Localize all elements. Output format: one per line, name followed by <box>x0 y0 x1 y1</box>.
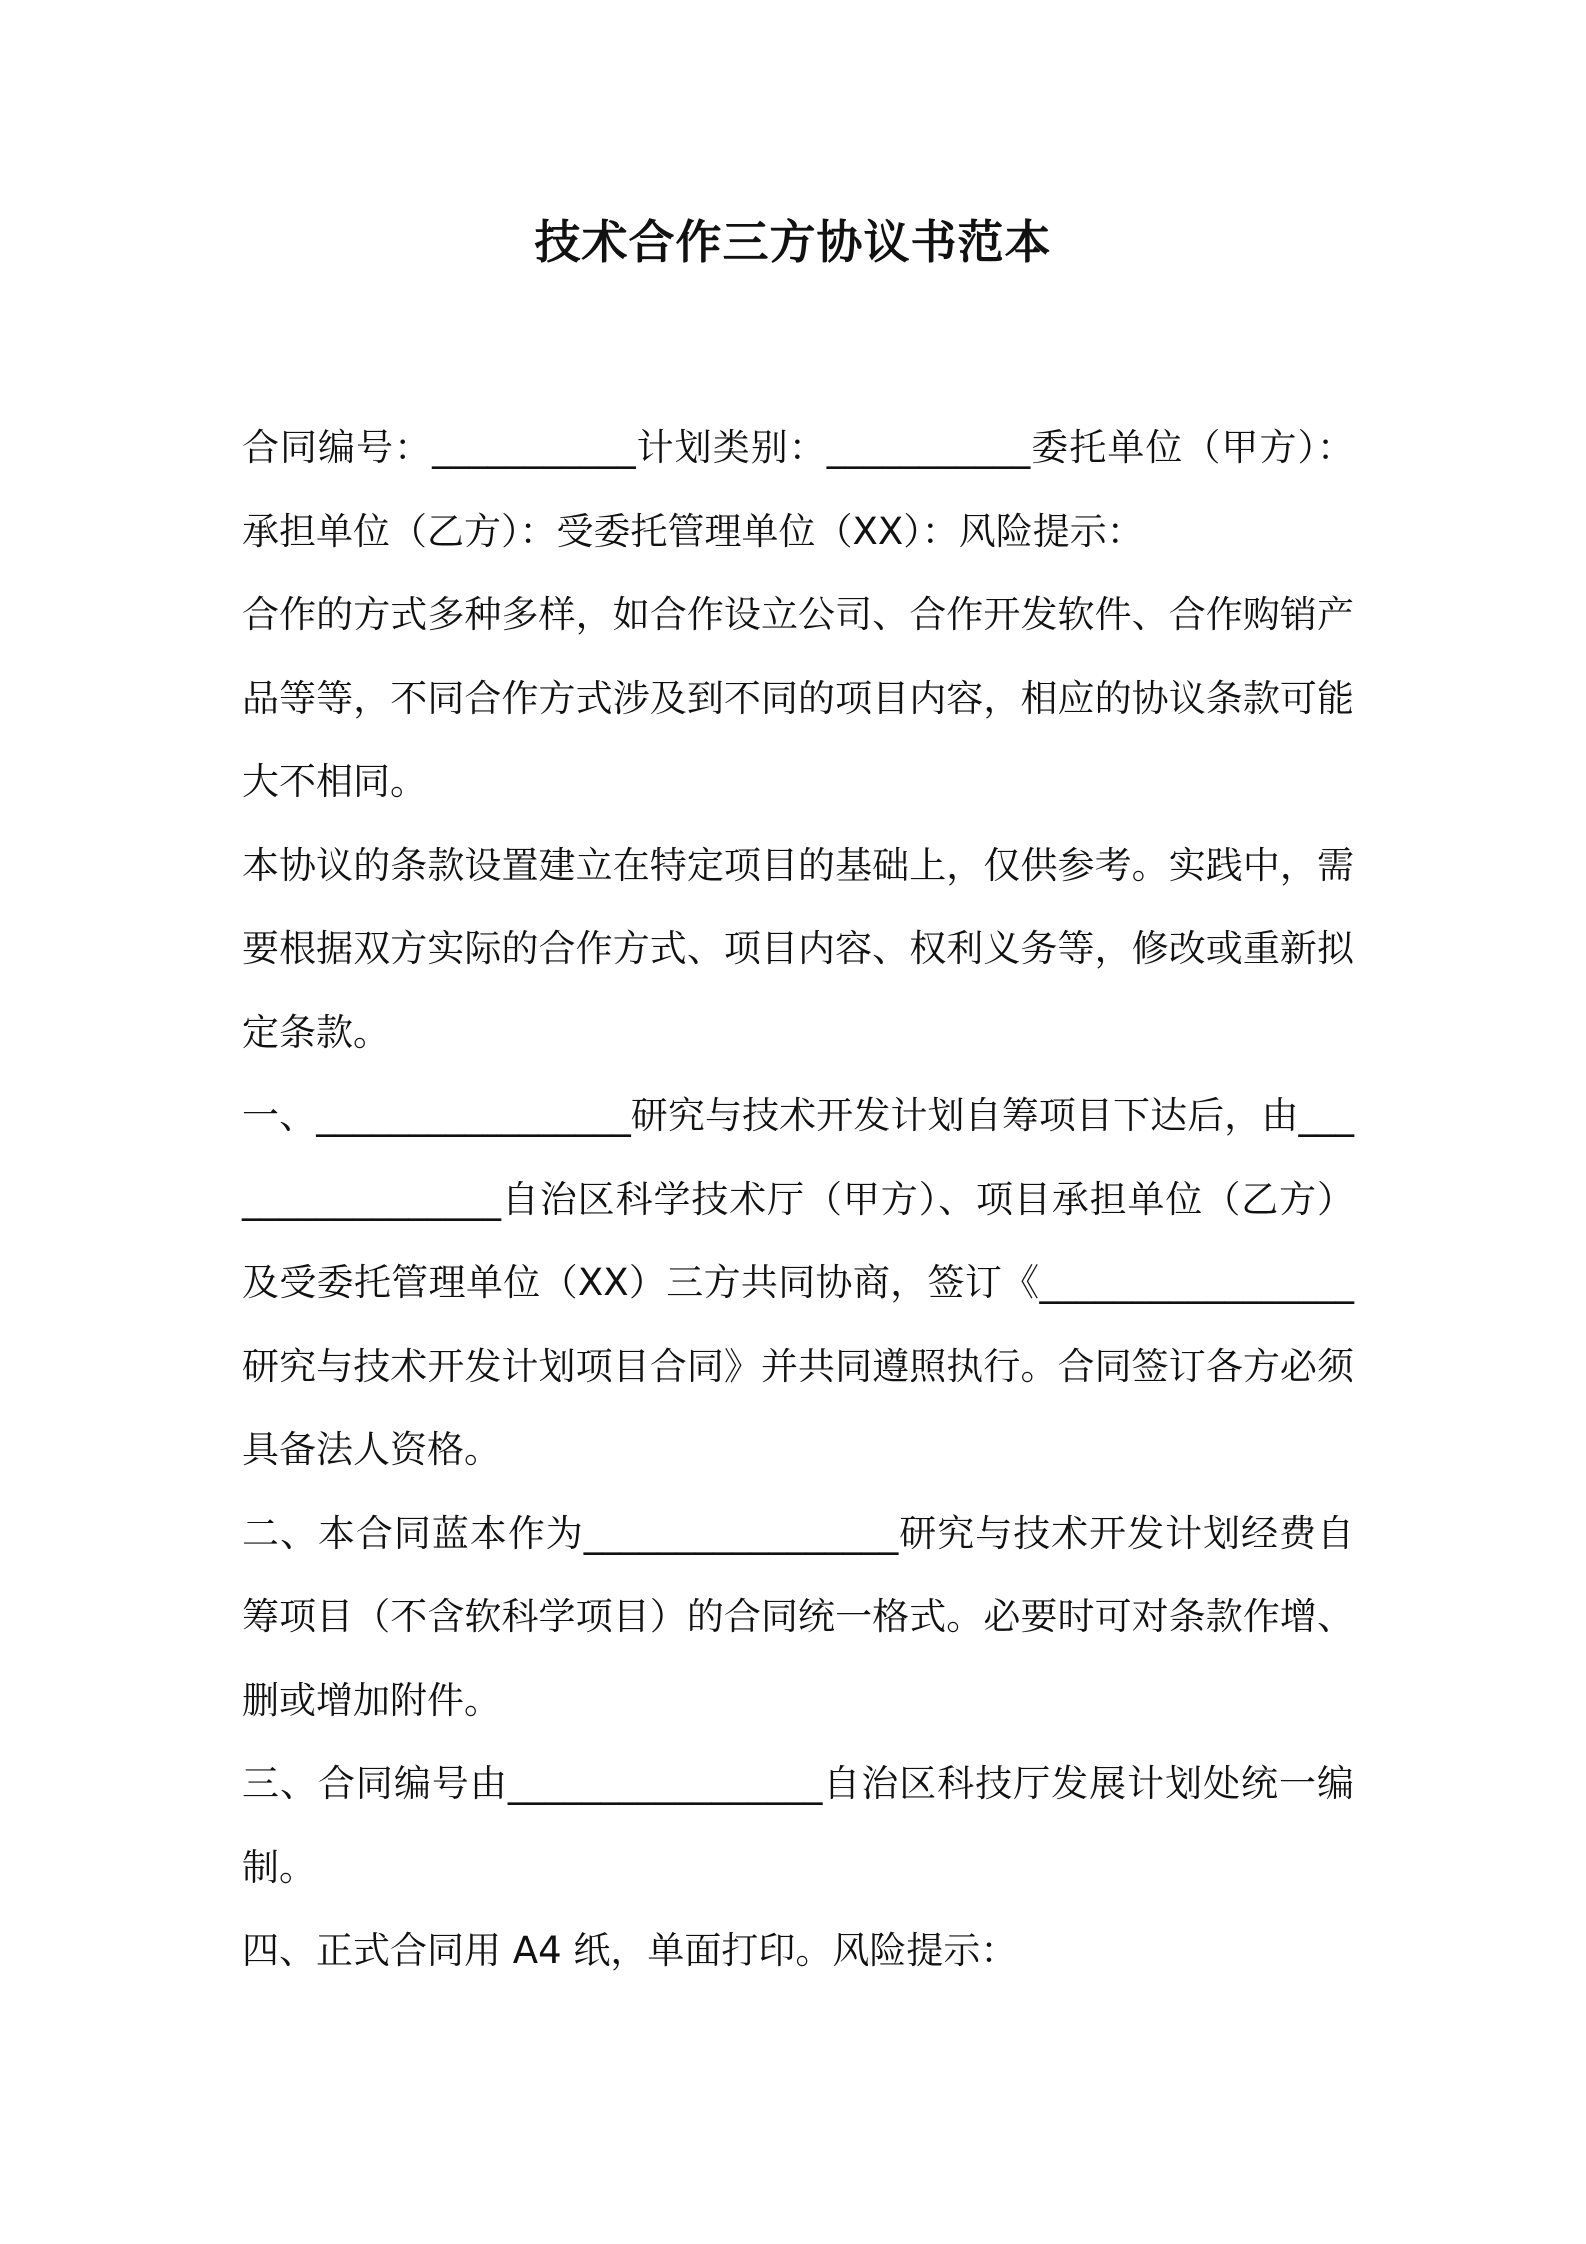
paragraph-cooperation-methods: 合作的方式多种多样，如合作设立公司、合作开发软件、合作购销产品等等，不同合作方式涉及到不同的项目内容，相应的协议条款可能大不相同。 <box>242 593 1354 803</box>
document-body <box>242 406 1354 1993</box>
paragraph-reference-note: 本协议的条款设置建立在特定项目的基础上，仅供参考。实践中，需要根据双方实际的合作方式、项目内容、权利义务等，修改或重新拟定条款。 <box>242 843 1354 1054</box>
document-title: 技术合作三方协议书范本 <box>534 215 1052 269</box>
clause-one: 一、_________________研究与技术开发计划自筹项目下达后，由_________________自治区科学技术厅（甲方）、项目承担单位（乙方）及受委托管理单位（XX）三方共同协商，签订《_________________研究与技术开发计划项目合同》并共同遵照执行。合同签订各方必须具备法人资格。 <box>242 1094 1354 1471</box>
clause-two: 二、本合同蓝本作为_________________研究与技术开发计划经费自筹项目（不含软科学项目）的合同统一格式。必要时可对条款作增、删或增加附件。 <box>242 1511 1354 1722</box>
clause-three: 三、合同编号由_________________自治区科技厅发展计划处统一编制。 <box>242 1762 1354 1889</box>
clause-four: 四、正式合同用 A4 纸，单面打印。风险提示： <box>242 1929 1018 1972</box>
contract-header-fields: 合同编号：___________计划类别：___________委托单位（甲方）：承担单位（乙方）：受委托管理单位（XX）：风险提示： <box>242 426 1354 553</box>
